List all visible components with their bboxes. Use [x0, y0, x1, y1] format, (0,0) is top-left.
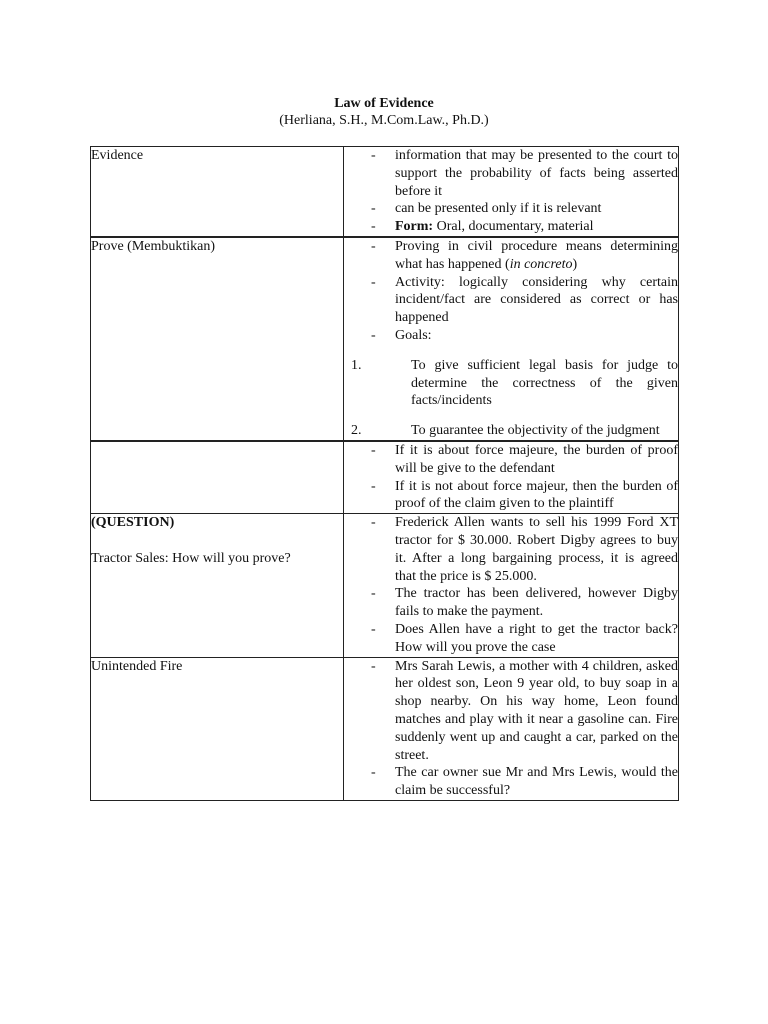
row-label: Unintended Fire	[91, 658, 183, 674]
dash-marker: -	[371, 442, 376, 458]
dash-marker: -	[371, 658, 376, 674]
form-label: Form:	[395, 219, 434, 235]
row-content-cell	[344, 657, 679, 800]
document-subtitle: (Herliana, S.H., M.Com.Law., Ph.D.)	[279, 113, 489, 128]
goal-number: 2.	[351, 423, 362, 439]
row-content-cell	[344, 514, 679, 657]
list-item: - Goals:	[371, 327, 432, 343]
row-label-cell	[91, 237, 344, 441]
dash-marker: -	[371, 327, 376, 343]
italic-term: in concreto	[509, 256, 573, 272]
list-item: - can be presented only if it is relevant	[371, 201, 602, 217]
row-label: Tractor Sales: How will you prove?	[91, 550, 291, 566]
table-row-burden	[91, 441, 679, 514]
table-row-question	[91, 514, 679, 657]
list-item	[344, 218, 678, 236]
bullet-list	[344, 147, 678, 236]
question-heading: (QUESTION)	[91, 515, 175, 531]
dash-marker: -	[371, 586, 376, 602]
goal-item: 2. To guarantee the objectivity of the judgment	[351, 423, 660, 439]
content-table	[90, 146, 679, 801]
list-item: - If it is about force majeure, the burden of proof will be give to the defendant	[371, 442, 678, 476]
list-item: - Activity: logically considering why certain incident/fact are considered as correct or has happened	[371, 274, 678, 326]
bullet-list	[344, 442, 678, 513]
goal-item: 1. To give sufficient legal basis for judge to determine the correctness of the given facts/incidents	[351, 357, 678, 409]
dash-marker: -	[371, 201, 376, 217]
row-label-cell	[91, 657, 344, 800]
dash-marker: -	[371, 515, 376, 531]
row-label: Prove (Membuktikan)	[91, 238, 216, 254]
table-row-fire	[91, 657, 679, 800]
row-content-cell	[344, 237, 679, 441]
dash-marker: -	[371, 219, 376, 235]
row-content-cell	[344, 441, 679, 514]
dash-marker: -	[371, 478, 376, 494]
form-text: Oral, documentary, material	[433, 219, 594, 235]
row-label-cell	[91, 441, 344, 514]
goal-number: 1.	[351, 357, 362, 373]
list-item: - The car owner sue Mr and Mrs Lewis, would the claim be successful?	[371, 765, 678, 799]
dash-marker: -	[371, 621, 376, 637]
row-label-cell	[91, 147, 344, 237]
list-item: - If it is not about force majeur, then the burden of proof of the claim given to the plaintiff	[371, 478, 678, 512]
dash-marker: -	[371, 274, 376, 290]
list-item: - Mrs Sarah Lewis, a mother with 4 children, asked her oldest son, Leon 9 year old, to buy soap in a shop nearby. On his way home, Leon found matches and play with it near a gasoline can. Fire suddenly went up and caught a car, parked on the street.	[371, 658, 678, 763]
bullet-list	[344, 658, 678, 800]
dash-marker: -	[371, 765, 376, 781]
list-item: - information that may be presented to the court to support the probability of facts being asserted before it	[371, 148, 678, 199]
dash-marker: -	[371, 148, 376, 163]
row-label-cell	[91, 514, 344, 657]
bullet-list	[344, 238, 678, 345]
row-content-cell	[344, 147, 679, 237]
table-row-prove	[91, 237, 679, 441]
bullet-list	[344, 514, 678, 656]
document-title: Law of Evidence	[334, 96, 434, 111]
list-item: - Does Allen have a right to get the tractor back? How will you prove the case	[371, 621, 678, 655]
list-item: - Frederick Allen wants to sell his 1999 Ford XT tractor for $ 30.000. Robert Digby agrees to buy it. After a long bargaining process, it is agreed that the price is $ 25.000.	[371, 515, 678, 584]
list-item: - Proving in civil procedure means determining what has happened (in concreto)	[371, 238, 678, 272]
goals-list	[344, 357, 678, 440]
row-label: Evidence	[91, 148, 144, 163]
table-row-evidence	[91, 147, 679, 237]
list-item: - The tractor has been delivered, however Digby fails to make the payment.	[371, 586, 678, 620]
dash-marker: -	[371, 238, 376, 254]
